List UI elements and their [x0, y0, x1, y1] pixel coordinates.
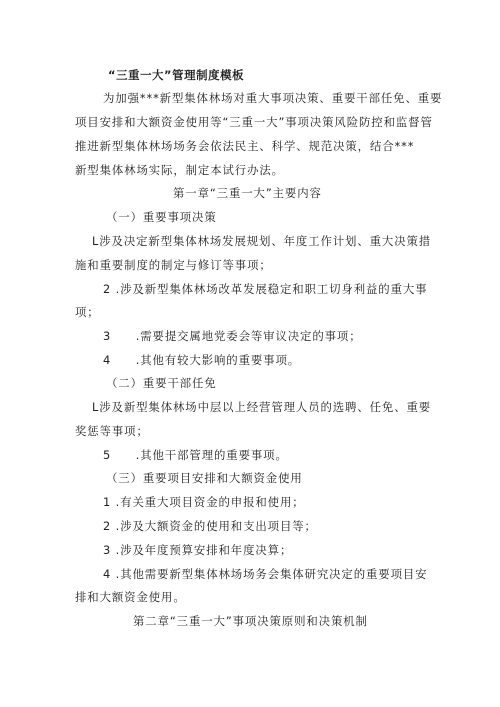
- section1-item3: 3 .需要提交属地党委会等审议决定的事项；: [103, 329, 362, 343]
- chapter2-heading: 第二章“三重一大”事项决策原则和决策机制: [133, 614, 368, 628]
- section1-item1-line2: 施和重要制度的制定与修订等事项；: [75, 258, 272, 272]
- section2-item1-line2: 奖惩等事项；: [75, 424, 149, 438]
- intro-line-2: 项目安排和大额资金使用等“三重一大”事项决策风险防控和监督管: [75, 115, 433, 129]
- section1-item4: 4 .其他有较大影响的重要事项。: [103, 353, 301, 367]
- section3-item3: 3 .涉及年度预算安排和年度决算；: [103, 543, 293, 557]
- section2-heading: （二）重要干部任免: [106, 376, 217, 390]
- chapter1-heading: 第一章“三重一大”主要内容: [173, 186, 322, 200]
- section1-item1-line1: L涉及决定新型集体林场发展规划、年度工作计划、重大决策措: [92, 234, 432, 248]
- section1-heading: （一）重要事项决策: [106, 210, 217, 224]
- section3-item4-line1: 4 .其他需要新型集体林场场务会集体研究决定的重要项目安: [103, 567, 428, 581]
- section2-item1-line1: L涉及新型集体林场中层以上经营管理人员的选聘、任免、重要: [92, 400, 432, 414]
- section3-item2: 2 .涉及大额资金的使用和支出项目等；: [103, 519, 317, 533]
- section1-item2-line2: 项；: [75, 305, 100, 319]
- intro-line-1: 为加强***新型集体林场对重大事项决策、重要干部任免、重要: [103, 91, 443, 105]
- section3-item1: 1 .有关重大项目资金的申报和使用；: [103, 495, 305, 509]
- document-title: “三重一大”管理制度模板: [108, 68, 245, 82]
- intro-line-3: 推进新型集体林场场务会依法民主、科学、规范决策，结合***: [75, 139, 415, 153]
- intro-line-4: 新型集体林场实际，制定本试行办法。: [75, 163, 284, 177]
- section2-item5: 5 .其他干部管理的重要事项。: [103, 448, 288, 462]
- section1-item2-line1: 2 .涉及新型集体林场改革发展稳定和职工切身利益的重大事: [103, 282, 428, 296]
- section3-item4-line2: 排和大额资金使用。: [75, 590, 186, 604]
- section3-heading: （三）重要项目安排和大额资金使用: [106, 471, 303, 485]
